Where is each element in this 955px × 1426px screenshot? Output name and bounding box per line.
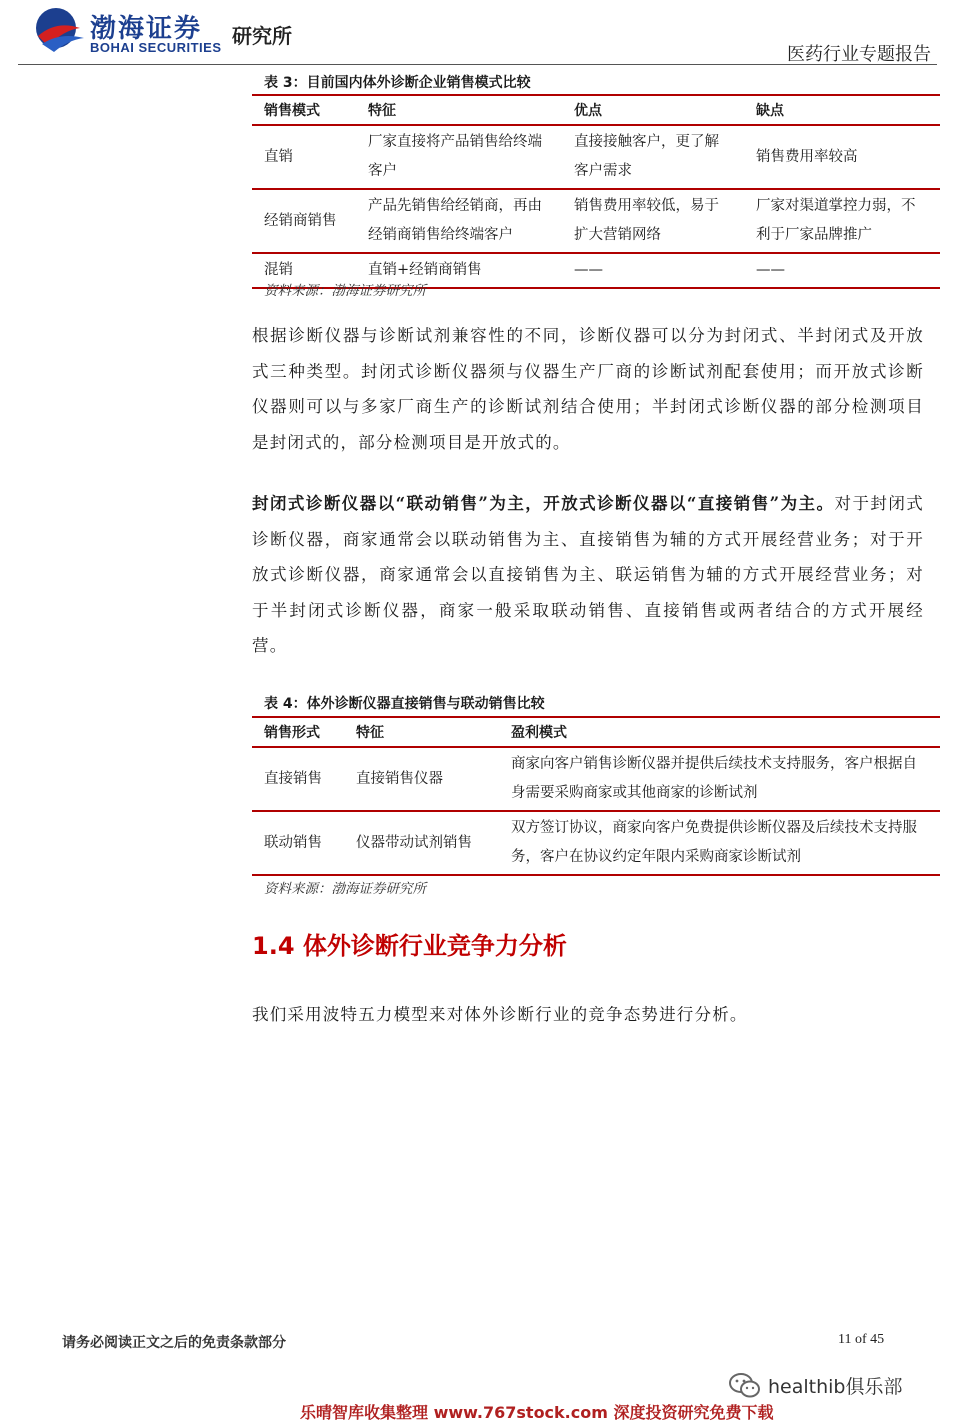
table4-header: 盈利模式: [499, 717, 940, 747]
watermark: [300, 1400, 774, 1423]
table3-header: 缺点: [744, 95, 940, 125]
table-cell: 联动销售: [252, 811, 344, 875]
table4-header-row: [252, 717, 940, 747]
paragraph-sales-mode: [252, 486, 924, 664]
paragraph-instrument-types: 根据诊断仪器与诊断试剂兼容性的不同，诊断仪器可以分为封闭式、半封闭式及开放式三种类型。封闭式诊断仪器须与仪器生产厂商的诊断试剂配套使用；而开放式诊断仪器则可以与多家厂商生产的诊断试剂结合使用；半封闭式诊断仪器的部分检测项目是封闭式的，部分检测项目是开放式的。: [252, 326, 924, 452]
bohai-logo-icon: [34, 6, 86, 56]
section-heading: [252, 926, 567, 961]
company-logo: [34, 6, 314, 58]
watermark-text-b: 深度投资研究免费下载: [613, 1403, 774, 1422]
wechat-account-name: healthib俱乐部: [768, 1376, 903, 1398]
table-cell: 销售费用率较高: [744, 125, 940, 189]
table4-caption: 表 4：体外诊断仪器直接销售与联动销售比较: [264, 696, 545, 712]
table-cell: 产品先销售给经销商，再由经销商销售给终端客户: [356, 189, 562, 253]
watermark-link[interactable]: www.767stock.com: [433, 1403, 608, 1422]
table-cell: 直销: [252, 125, 356, 189]
table4-source: 资料来源：渤海证券研究所: [264, 881, 426, 897]
table-cell: 双方签订协议，商家向客户免费提供诊断仪器及后续技术支持服务，客户在协议约定年限内采购商家诊断试剂: [499, 811, 940, 875]
paragraph-body: 对于封闭式诊断仪器，商家通常会以联动销售为主、直接销售为辅的方式开展经营业务；对于开放式诊断仪器，商家通常会以直接销售为主、联运销售为辅的方式开展经营业务；对于半封闭式诊断仪器，商家一般采取联动销售、直接销售或两者结合的方式开展经营。: [252, 494, 925, 655]
wechat-badge: [728, 1370, 938, 1402]
table3-header: 特征: [356, 95, 562, 125]
paragraph-porter: 我们采用波特五力模型来对体外诊断行业的竞争态势进行分析。: [252, 1005, 748, 1024]
table-row: [252, 125, 940, 189]
table3-header: 销售模式: [252, 95, 356, 125]
table-cell: 厂家直接将产品销售给终端客户: [356, 125, 562, 189]
table-cell: 直接销售: [252, 747, 344, 811]
header-divider: [18, 64, 937, 65]
watermark-text-a: 乐晴智库收集整理: [300, 1403, 429, 1422]
table3: [252, 94, 940, 289]
section-title: 体外诊断行业竞争力分析: [302, 932, 567, 960]
page-number: 11 of 45: [838, 1332, 885, 1347]
table-cell: 销售费用率较低，易于扩大营销网络: [562, 189, 744, 253]
table3-source: 资料来源：渤海证券研究所: [264, 283, 426, 299]
table-row: [252, 189, 940, 253]
table4: [252, 716, 940, 876]
wechat-icon: [728, 1372, 762, 1400]
table4-header: 销售形式: [252, 717, 344, 747]
table-cell: 商家向客户销售诊断仪器并提供后续技术支持服务，客户根据自身需要采购商家或其他商家的诊断试剂: [499, 747, 940, 811]
paragraph-bold-lead: 封闭式诊断仪器以“联动销售”为主，开放式诊断仪器以“直接销售”为主。: [252, 494, 835, 513]
table4-header: 特征: [344, 717, 499, 747]
logo-chinese-text: 渤海证券: [90, 14, 203, 44]
table-cell: ——: [744, 253, 940, 288]
report-type: 医药行业专题报告: [787, 44, 931, 65]
footer-disclaimer: 请务必阅读正文之后的免责条款部分: [62, 1335, 286, 1351]
table-cell: ——: [562, 253, 744, 288]
table3-header: 优点: [562, 95, 744, 125]
table-cell: 经销商销售: [252, 189, 356, 253]
table3-header-row: [252, 95, 940, 125]
institute-label: 研究所: [232, 24, 292, 48]
table-cell: 仪器带动试剂销售: [344, 811, 499, 875]
table-cell: 厂家对渠道掌控力弱，不利于厂家品牌推广: [744, 189, 940, 253]
table-cell: 直接接触客户，更了解客户需求: [562, 125, 744, 189]
table-cell: 混销: [252, 253, 356, 288]
table-cell: 直接销售仪器: [344, 747, 499, 811]
table-cell: 直销+经销商销售: [356, 253, 562, 288]
table-row: [252, 747, 940, 811]
table3-caption: 表 3：目前国内体外诊断企业销售模式比较: [264, 75, 531, 91]
table-row: [252, 811, 940, 875]
section-number: 1.4: [252, 932, 295, 960]
logo-english-text: BOHAI SECURITIES: [90, 40, 222, 55]
